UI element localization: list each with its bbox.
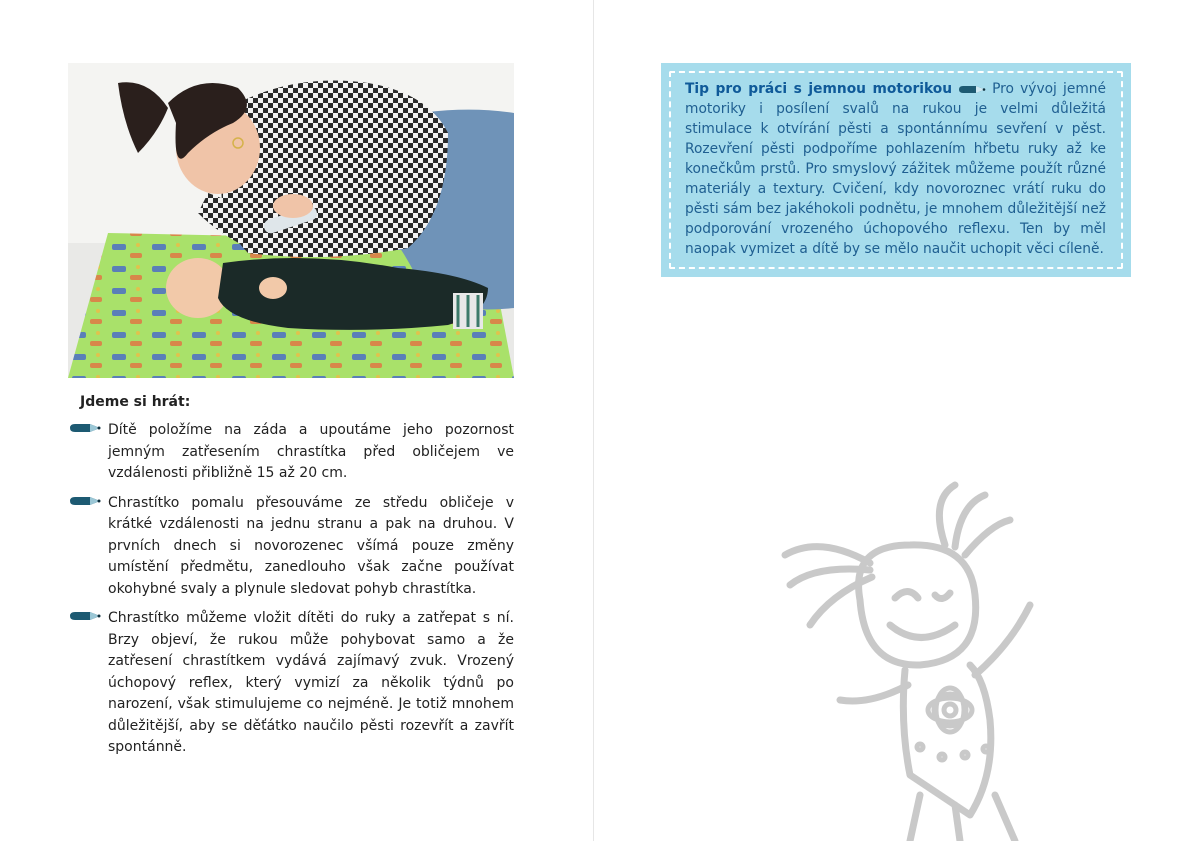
list-item xyxy=(68,493,514,601)
tip-title: Tip pro práci s jemnou motorikou xyxy=(685,81,953,97)
pen-bullet-icon xyxy=(68,421,102,435)
list-item-text: Chrastítko pomalu přesouváme ze středu obličeje v krátké vzdálenosti na jednu stranu a pak na druhou. V prvních dnech si novorozenec všímá pouze změny umístění předmětu, zanedlouho však začne používat okohybné svaly a plynule sledovat pohyb chrastítka. xyxy=(108,494,514,597)
tip-box xyxy=(661,63,1131,277)
pen-bullet-icon xyxy=(68,494,102,508)
doll-drawing-icon xyxy=(760,475,1120,841)
mother-baby-photo xyxy=(68,63,514,378)
pen-icon xyxy=(958,84,986,95)
list-item-text: Dítě položíme na záda a upoutáme jeho pozornost jemným zatřesením chrastítka před obličejem ve vzdálenosti přibližně 15 až 20 cm. xyxy=(108,422,514,481)
tip-body: Pro vývoj jemné motoriky i posílení svalů na rukou je velmi důležitá stimulace k otvírání pěsti a spontánnímu sevření v pěst. Rozevření pěsti podpoříme pohlazením hřbetu ruky až ke konečkům prstů. Pro smyslový zážitek můžeme použít různé materiály a textury. Cvičení, kdy novoroznec vrátí ruku do pěsti sám bez jakéhokoli podnětu, je mnohem důležitější než podporování vrozeného úchopového reflexu. Ten by měl naopak vymizet a dítě by se mělo naučit uchopit věci cíleně. xyxy=(685,81,1106,257)
tip-text xyxy=(685,79,1106,259)
section-heading: Jdeme si hrát: xyxy=(80,394,191,410)
activity-list xyxy=(68,420,514,767)
list-item-text: Chrastítko můžeme vložit dítěti do ruky a zatřepat s ní. Brzy objeví, že rukou může pohybovat samo a že zatřesení chrastítkem vydává zajímavý zvuk. Vrozený úchopový reflex, který vymizí za několik týdnů po narození, však stimulujeme co nejméně. Je totiž mnohem důležitější, aby se děťátko naučilo pěsti rozevřít a zavřít spontánně. xyxy=(108,610,514,755)
list-item xyxy=(68,608,514,759)
list-item xyxy=(68,420,514,485)
pen-bullet-icon xyxy=(68,609,102,623)
